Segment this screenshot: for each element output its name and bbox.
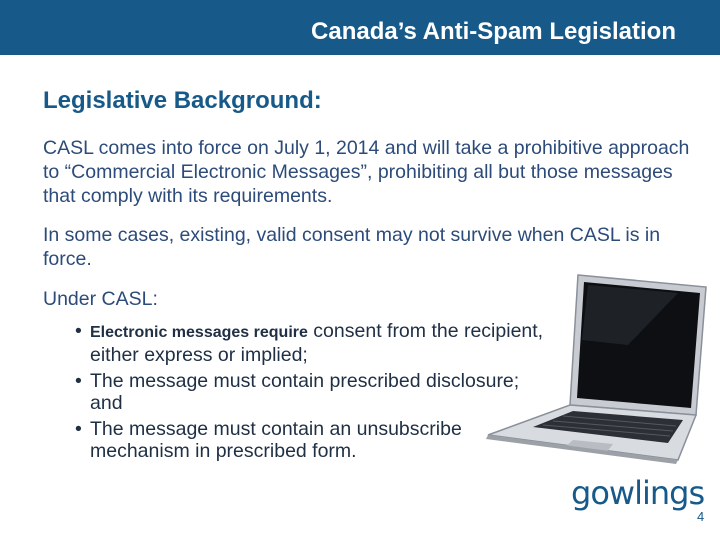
paragraph-consent: In some cases, existing, valid consent may not survive when CASL is in force. [43,224,661,270]
paragraph-casl-intro: CASL comes into force on July 1, 2014 and will take a prohibitive approach to “Commercial Electronic Messages”, prohibiting all but those messages that comply with its requirements. [43,137,690,207]
bullet-text: The message must contain an unsubscribe mechanism in prescribed form. [90,418,462,462]
slide-title: Canada’s Anti-Spam Legislation [311,18,676,45]
bullet-lead-text: Electronic messages require [90,324,308,341]
bullet-text: consent from the recipient, either express or implied; [90,320,544,366]
paragraph-under-casl: Under CASL: [43,288,158,310]
bullet-symbol: • [75,418,82,440]
requirements-list [75,320,545,466]
laptop-icon [478,265,708,465]
gowlings-logo: gowlings [571,474,705,512]
list-item [75,320,545,366]
section-heading: Legislative Background: [43,87,322,114]
list-item [75,370,545,414]
page-number: 4 [697,509,705,524]
list-item [75,418,545,462]
bullet-text: The message must contain prescribed disclosure; and [90,370,520,414]
bullet-symbol: • [75,370,82,392]
bullet-symbol: • [75,320,82,342]
